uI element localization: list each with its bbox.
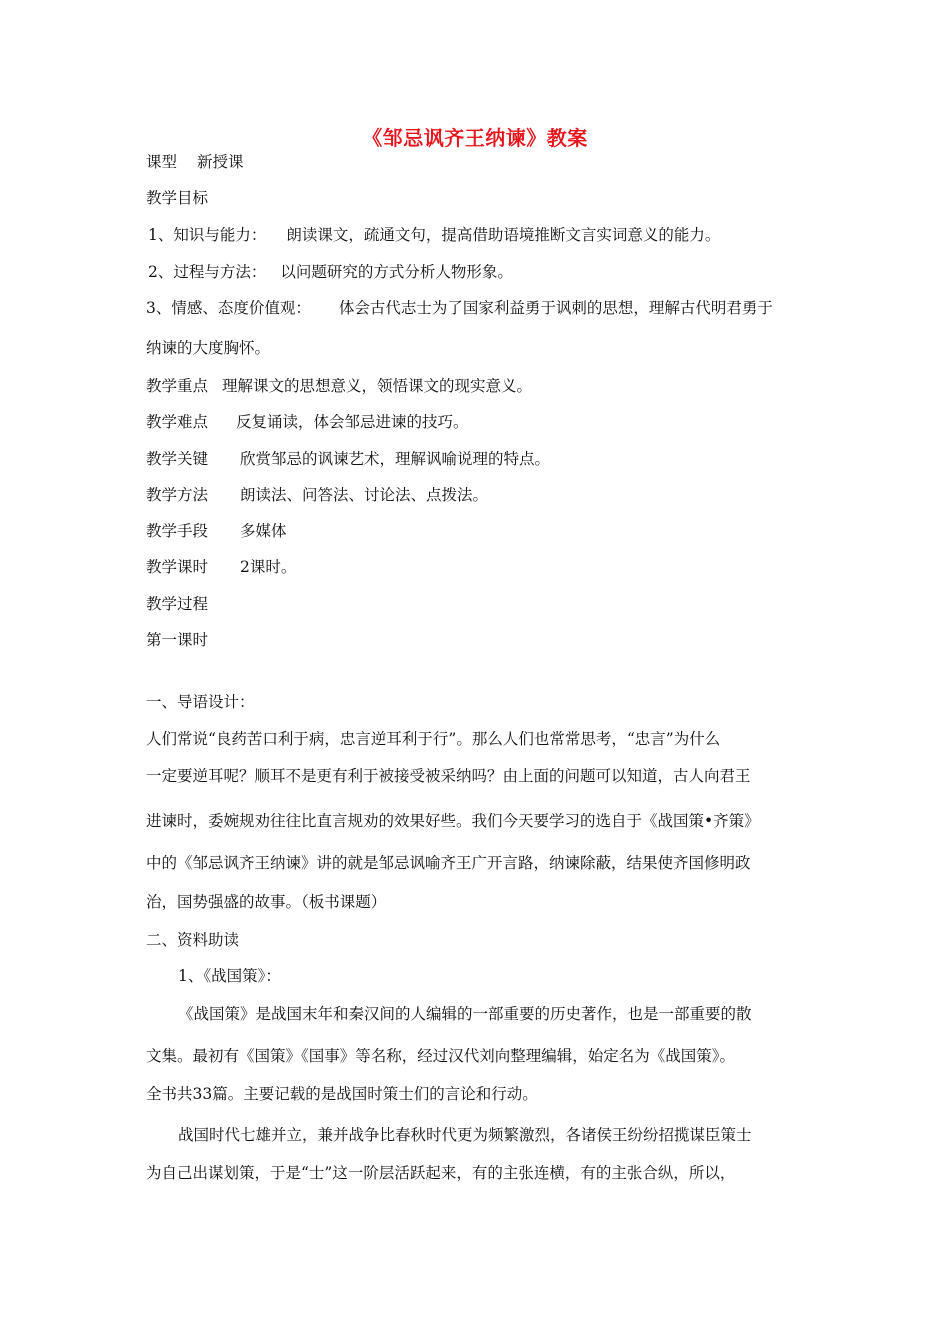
objectives-heading: 教学目标 bbox=[146, 189, 209, 207]
section-2-para-1-line: 《战国策》是战国末年和秦汉间的人编辑的一部重要的历史著作，也是一部重要的散 bbox=[178, 1005, 752, 1023]
objective-3-text: 体会古代志士为了国家利益勇于讽刺的思想，理解古代明君勇于 bbox=[338, 299, 773, 317]
method-row bbox=[146, 485, 488, 505]
section-1-line: 进谏时，委婉规劝往往比直言规劝的效果好些。我们今天要学习的选自于《战国策•齐策》 bbox=[146, 812, 760, 830]
section-1-line: 一定要逆耳呢？顺耳不是更有利于被接受被采纳吗？由上面的问题可以知道，古人向君王 bbox=[146, 767, 751, 785]
difficulty-text: 反复诵读，体会邹忌进谏的技巧。 bbox=[236, 413, 469, 431]
course-type-value: 新授课 bbox=[197, 153, 244, 171]
hours-label: 教学课时 bbox=[146, 558, 209, 576]
section-1-line: 人们常说“良药苦口利于病，忠言逆耳利于行”。那么人们也常常思考，“忠言”为什么 bbox=[146, 730, 721, 748]
objective-3-row bbox=[146, 298, 773, 318]
key-point-row bbox=[146, 376, 532, 396]
objective-1-row bbox=[148, 225, 720, 245]
method-label: 教学方法 bbox=[146, 486, 209, 504]
course-type-label: 课型 bbox=[146, 153, 178, 171]
first-lesson-label: 第一课时 bbox=[146, 631, 209, 649]
key-row bbox=[146, 449, 550, 469]
section-1-heading: 一、导语设计： bbox=[146, 693, 255, 711]
section-2-para-1-line: 全书共33篇。主要记载的是战国时策士们的言论和行动。 bbox=[146, 1085, 538, 1103]
objective-2-row bbox=[148, 262, 513, 282]
hours-text: 2课时。 bbox=[240, 558, 297, 576]
course-type-row bbox=[146, 152, 244, 172]
section-2-para-2-line: 为自己出谋划策，于是“士”这一阶层活跃起来，有的主张连横，有的主张合纵，所以， bbox=[146, 1164, 736, 1182]
objective-1-text: 朗读课文，疏通文句，提高借助语境推断文言实词意义的能力。 bbox=[286, 226, 721, 244]
objective-2-text: 以问题研究的方式分析人物形象。 bbox=[280, 263, 513, 281]
objective-2-label: 2、过程与方法： bbox=[148, 263, 267, 281]
document-title: 《邹忌讽齐王纳谏》教案 bbox=[362, 126, 588, 150]
means-label: 教学手段 bbox=[146, 522, 209, 540]
difficulty-label: 教学难点 bbox=[146, 413, 209, 431]
key-text: 欣赏邹忌的讽谏艺术，理解讽喻说理的特点。 bbox=[240, 450, 551, 468]
objective-3-continued: 纳谏的大度胸怀。 bbox=[146, 339, 271, 357]
section-2-para-2-line: 战国时代七雄并立，兼并战争比春秋时代更为频繁激烈，各诸侯王纷纷招揽谋臣策士 bbox=[178, 1126, 752, 1144]
section-2-para-1-line: 文集。最初有《国策》《国事》等名称，经过汉代刘向整理编辑，始定名为《战国策》。 bbox=[146, 1047, 736, 1065]
method-text: 朗读法、问答法、讨论法、点拨法。 bbox=[240, 486, 489, 504]
objective-1-label: 1、知识与能力： bbox=[148, 226, 267, 244]
difficulty-row bbox=[146, 412, 469, 432]
means-text: 多媒体 bbox=[240, 522, 287, 540]
process-label: 教学过程 bbox=[146, 595, 209, 613]
section-2-subheading: 1、《战国策》： bbox=[178, 967, 281, 985]
section-1-line: 中的《邹忌讽齐王纳谏》讲的就是邹忌讽喻齐王广开言路，纳谏除蔽，结果使齐国修明政 bbox=[146, 854, 751, 872]
objective-3-label: 3、情感、态度价值观： bbox=[146, 299, 311, 317]
hours-row bbox=[146, 557, 296, 577]
key-point-label: 教学重点 bbox=[146, 377, 209, 395]
key-label: 教学关键 bbox=[146, 450, 209, 468]
key-point-text: 理解课文的思想意义，领悟课文的现实意义。 bbox=[222, 377, 533, 395]
section-2-heading: 二、资料助读 bbox=[146, 931, 240, 949]
means-row bbox=[146, 521, 287, 541]
section-1-line: 治，国势强盛的故事。（板书课题） bbox=[146, 893, 387, 911]
